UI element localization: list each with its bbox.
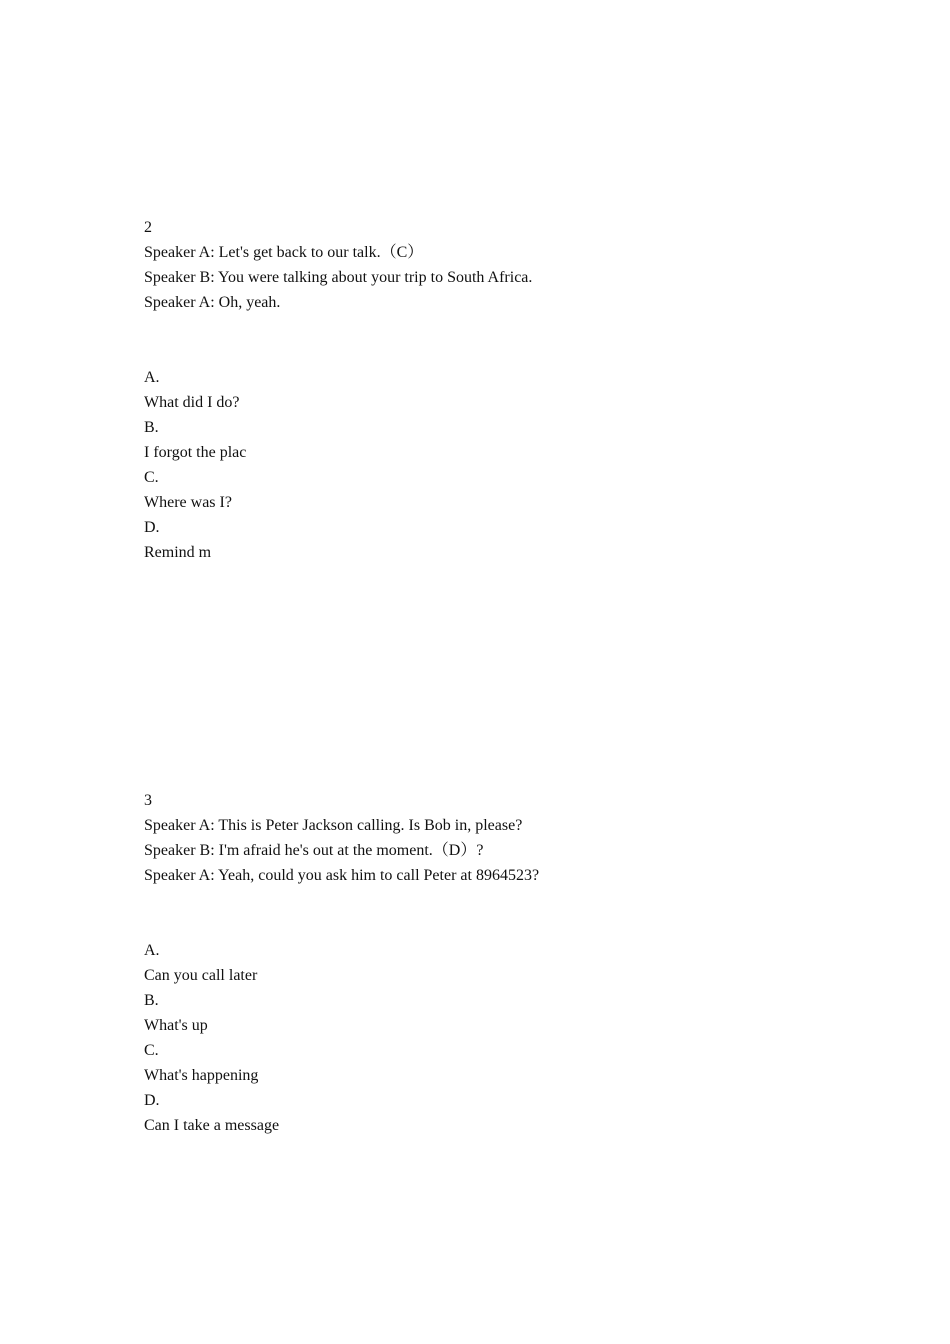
dialogue-line: Speaker A: Let's get back to our talk.（C） (144, 244, 424, 261)
option-letter-a: A. (144, 369, 160, 386)
option-text-d: Remind m (144, 544, 212, 561)
question-3 (144, 791, 844, 1141)
option-text-a: Can you call later (144, 967, 258, 984)
option-letter-d: D. (144, 519, 160, 536)
spacer (144, 318, 844, 368)
option-text-b: I forgot the plac (144, 444, 247, 461)
dialogue-line: Speaker A: Yeah, could you ask him to call Peter at 8964523? (144, 867, 540, 884)
question-2 (144, 218, 844, 568)
option-text-c: What's happening (144, 1067, 259, 1084)
spacer (144, 891, 844, 941)
option-letter-c: C. (144, 1042, 159, 1059)
option-text-c: Where was I? (144, 494, 232, 511)
option-text-d: Can I take a message (144, 1117, 280, 1134)
option-letter-a: A. (144, 942, 160, 959)
dialogue-line: Speaker A: This is Peter Jackson calling. Is Bob in, please? (144, 817, 523, 834)
option-text-b: What's up (144, 1017, 208, 1034)
dialogue-line: Speaker B: I'm afraid he's out at the moment.（D）? (144, 842, 484, 859)
option-letter-b: B. (144, 419, 159, 436)
dialogue-line: Speaker B: You were talking about your trip to South Africa. (144, 269, 533, 286)
option-letter-c: C. (144, 469, 159, 486)
option-letter-d: D. (144, 1092, 160, 1109)
option-text-a: What did I do? (144, 394, 240, 411)
question-number: 3 (144, 792, 152, 809)
question-number: 2 (144, 219, 152, 236)
dialogue-line: Speaker A: Oh, yeah. (144, 294, 281, 311)
option-letter-b: B. (144, 992, 159, 1009)
